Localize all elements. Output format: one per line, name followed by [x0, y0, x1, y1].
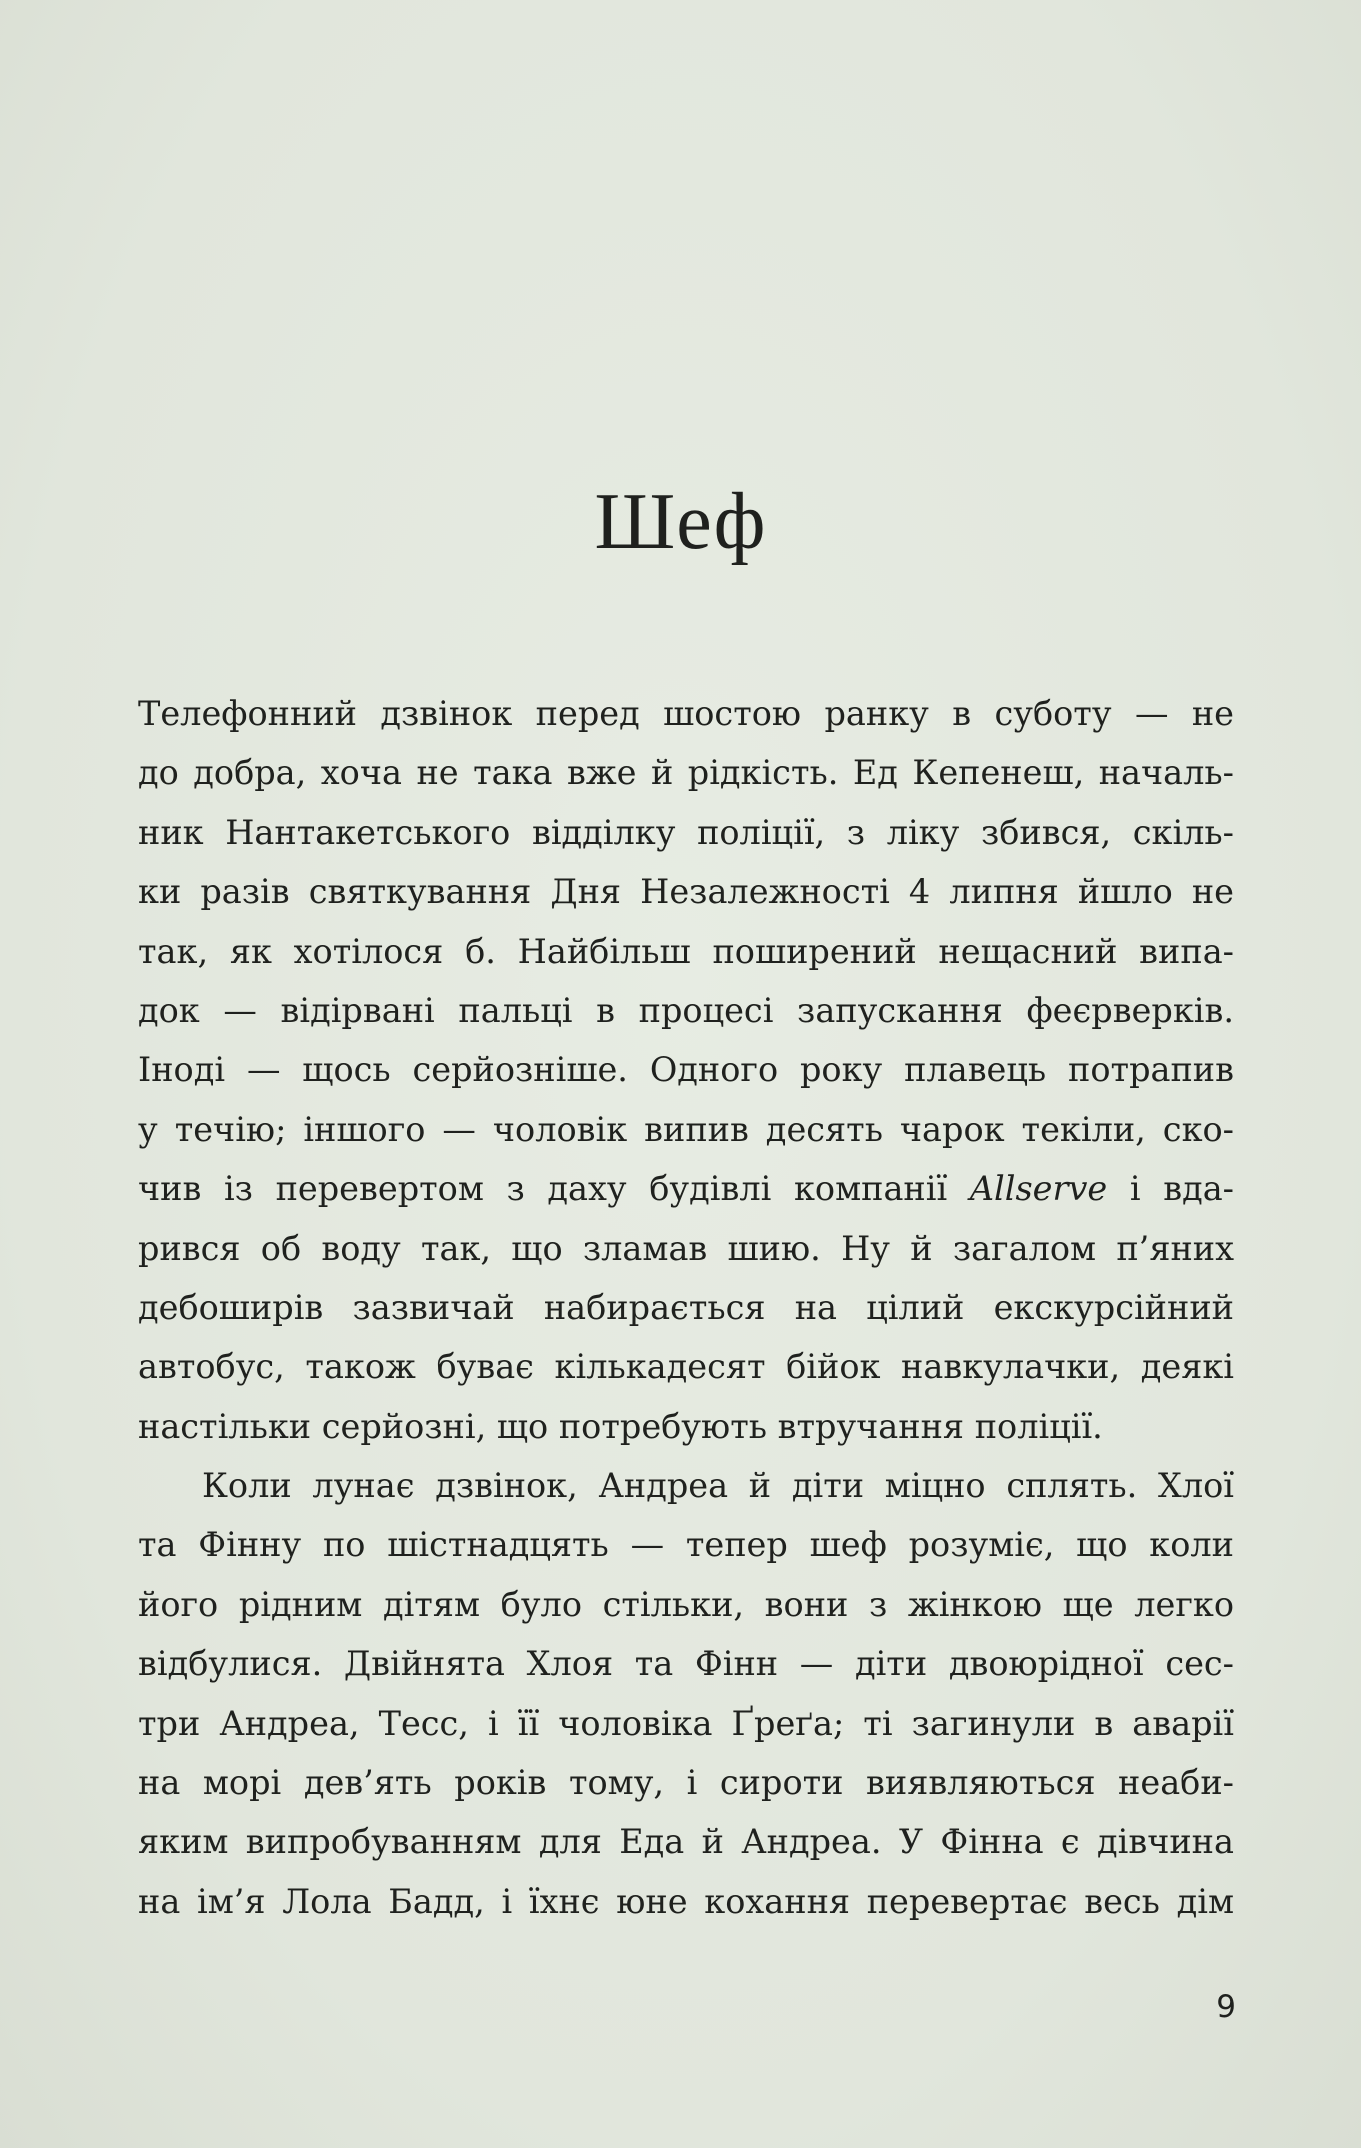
text-line: на ім’я Лола Бадд, і їхнє юне кохання перевертає весь дім — [138, 1881, 1234, 1921]
text-line: три Андреа, Тесс, і її чоловіка Ґреґа; ті загинули в аварії — [138, 1703, 1234, 1743]
text-line: та Фінну по шістнадцять — тепер шеф розуміє, що коли — [138, 1525, 1234, 1565]
text-line: його рідним дітям було стільки, вони з жінкою ще легко — [138, 1584, 1234, 1624]
company-name: Allserve — [969, 1169, 1108, 1209]
text-line: так, як хотілося б. Найбільш поширений нещасний випа- — [138, 931, 1234, 971]
page-number: 9 — [1216, 1989, 1236, 2025]
text-fragment: і вда- — [1107, 1169, 1234, 1209]
text-line: настільки серйозні, що потребують втручання поліції. — [138, 1406, 1103, 1446]
text-line — [138, 1159, 1234, 1218]
text-line: дебоширів зазвичай набирається на цілий екскурсійний — [138, 1287, 1234, 1327]
text-line: до добра, хоча не така вже й рідкість. Ед Кепенеш, началь- — [138, 753, 1234, 793]
text-line: відбулися. Двійнята Хлоя та Фінн — діти двоюрідної сес- — [138, 1644, 1234, 1684]
text-line: Коли лунає дзвінок, Андреа й діти міцно сплять. Хлої — [202, 1466, 1234, 1506]
text-line: рився об воду так, що зламав шию. Ну й загалом п’яних — [138, 1228, 1234, 1268]
text-line: ки разів святкування Дня Незалежності 4 липня йшло не — [138, 872, 1234, 912]
text-line: на морі дев’ять років тому, і сироти виявляються неаби- — [138, 1763, 1234, 1803]
text-line: у течію; іншого — чоловік випив десять чарок текіли, ско- — [138, 1109, 1234, 1149]
body-text — [138, 684, 1234, 1931]
text-line: яким випробуванням для Еда й Андреа. У Фінна є дівчина — [138, 1822, 1234, 1862]
chapter-title: Шеф — [594, 478, 767, 566]
text-line: Телефонний дзвінок перед шостою ранку в суботу — не — [138, 694, 1234, 733]
text-line: автобус, також буває кількадесят бійок навкулачки, деякі — [138, 1347, 1234, 1387]
text-fragment: чив із перевертом з даху будівлі компанії — [138, 1169, 970, 1209]
text-line: Іноді — щось серйозніше. Одного року плавець потрапив — [138, 1050, 1234, 1090]
text-line: док — відірвані пальці в процесі запускання феєрверків. — [138, 990, 1234, 1030]
text-line: ник Нантакетського відділку поліції, з ліку збився, скіль- — [138, 812, 1234, 852]
